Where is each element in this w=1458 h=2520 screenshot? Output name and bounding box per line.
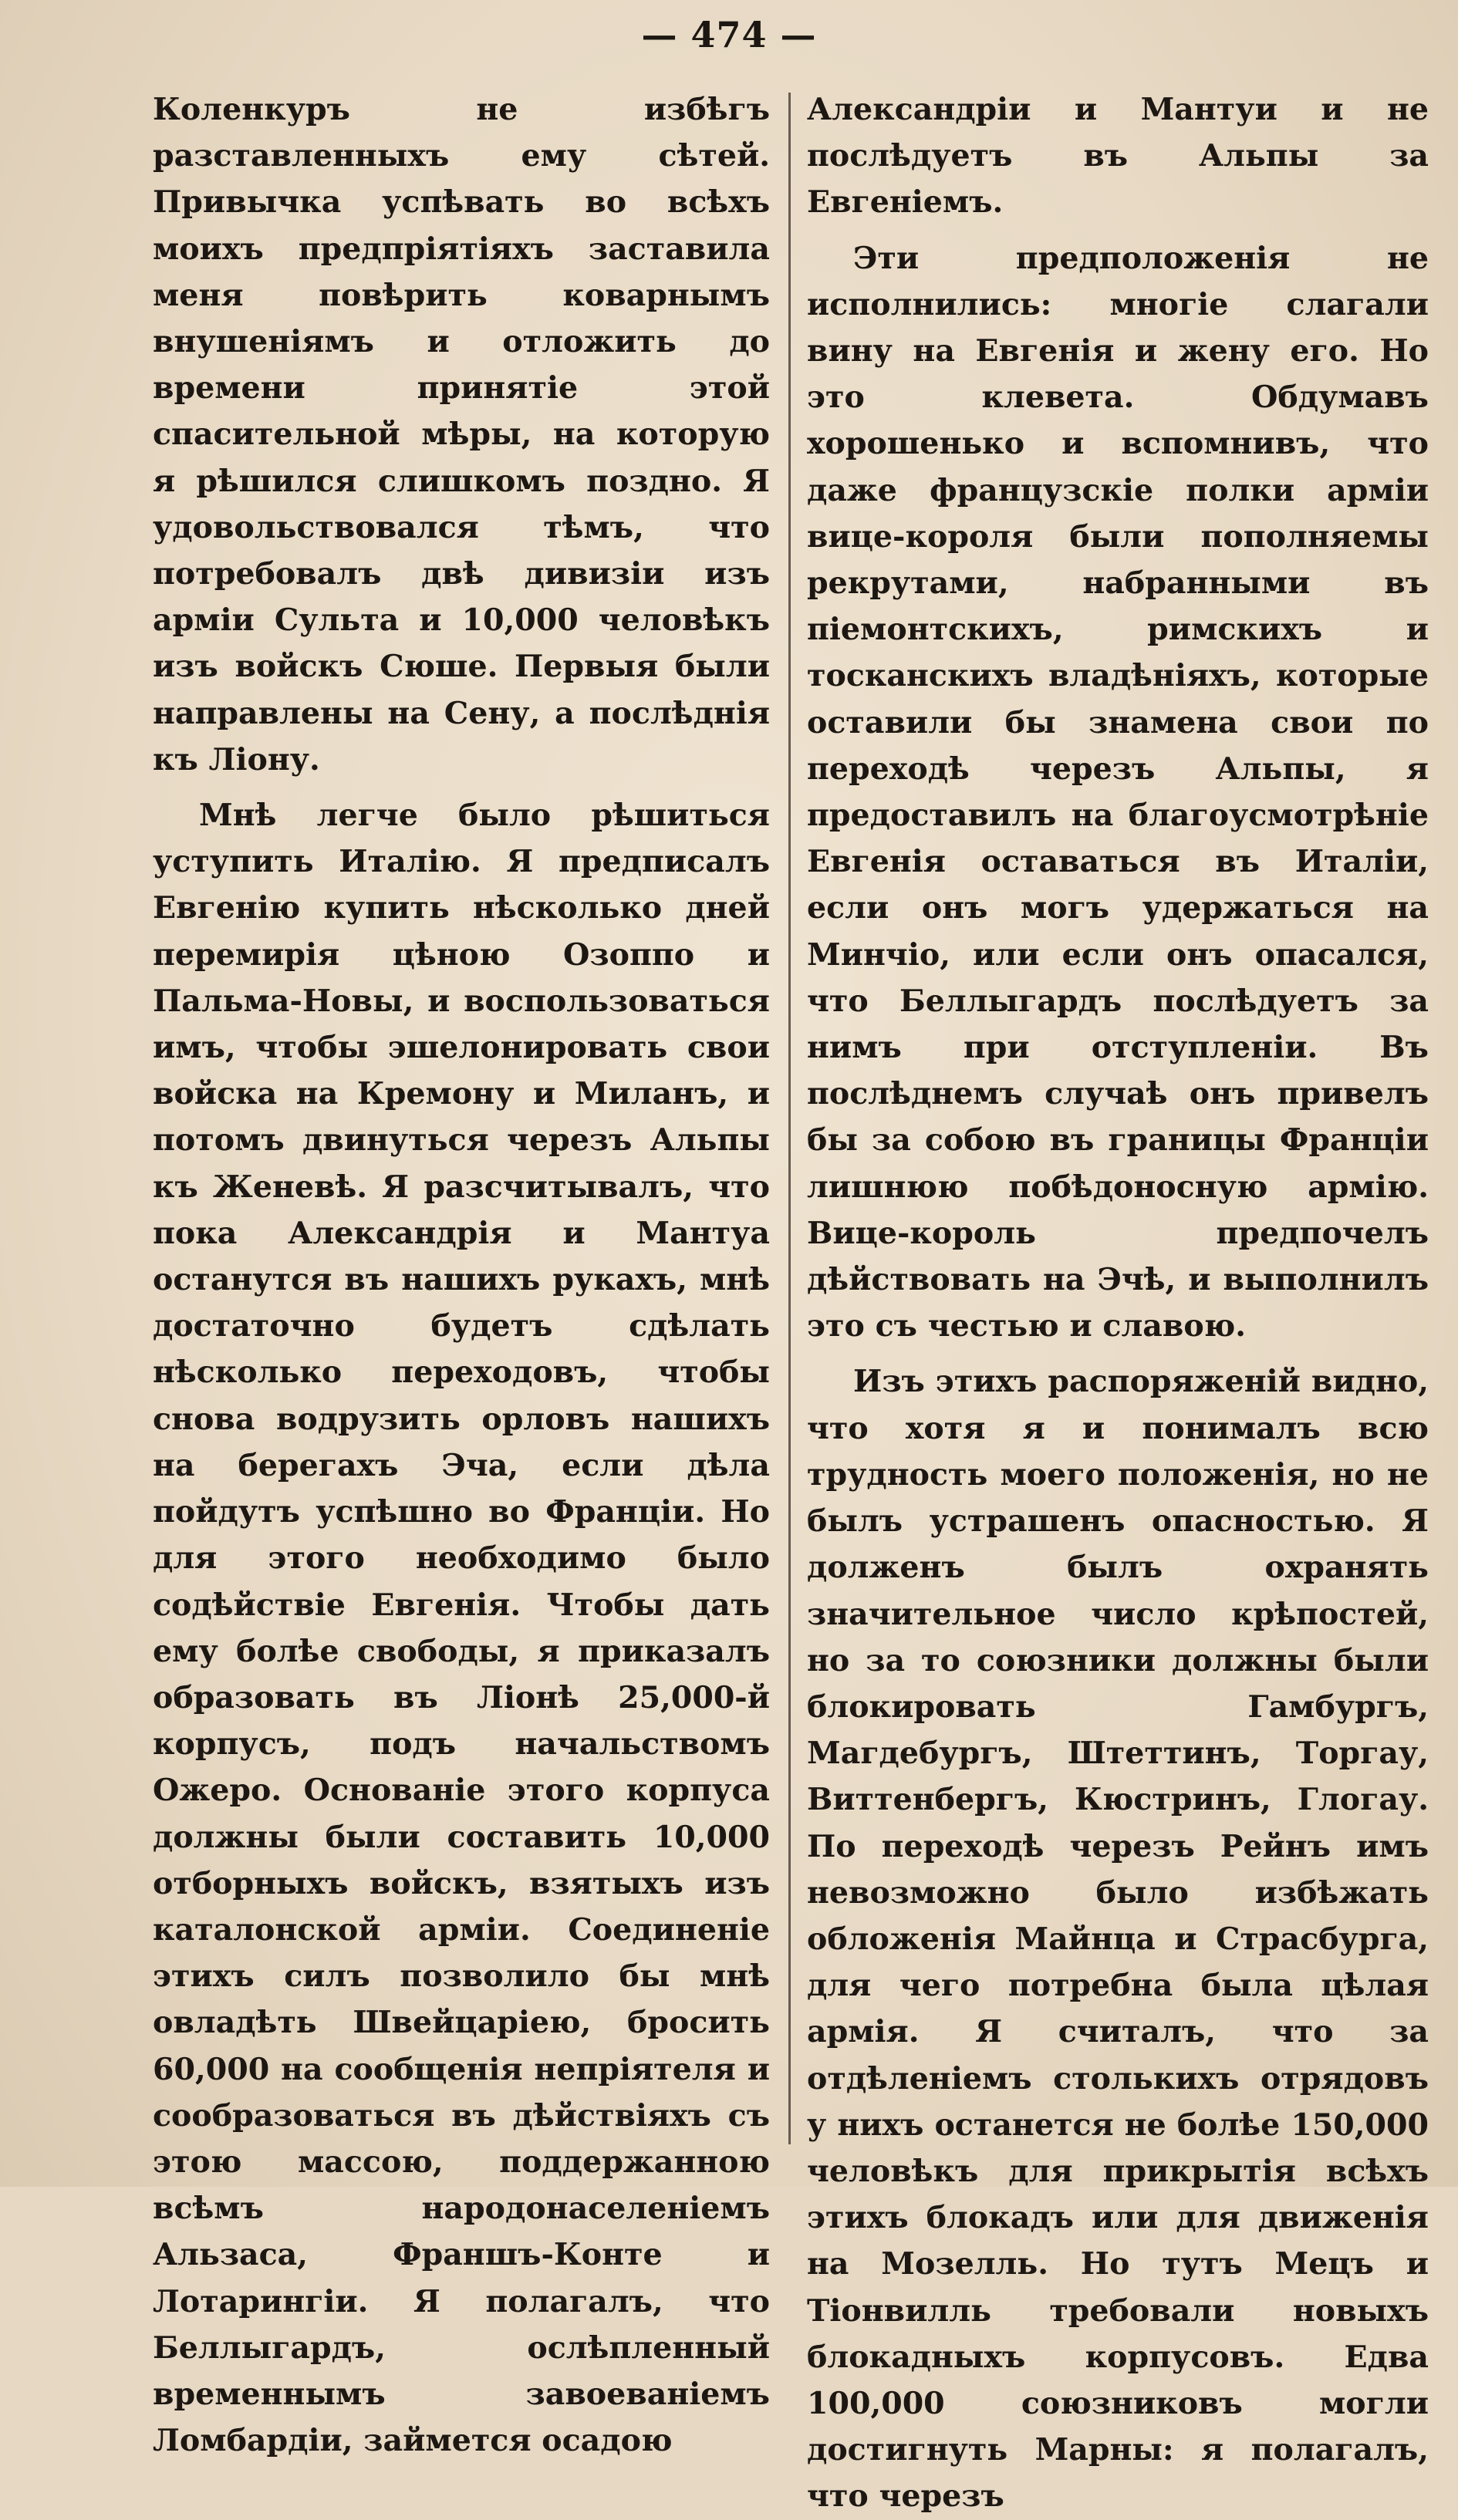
paragraph: Александріи и Мантуи и не послѣдуетъ въ Альпы за Евгеніемъ. <box>807 92 1429 221</box>
right-column <box>807 86 1429 2520</box>
paragraph: Эти предположенія не исполнились: многіе слагали вину на Евгенія и жену его. Но это клевета. Обдумавъ хорошенько и вспомнивъ, что даже французскіе полки арміи вице-короля были пополняемы рекрутами, набранными въ піемонтскихъ, римскихъ и тосканскихъ владѣніяхъ, которые оставили бы знамена свои по переходѣ черезъ Альпы, я предоставилъ на благоусмотрѣніе Евгенія оставаться въ Италіи, если онъ могъ удержаться на Минчіо, или если онъ опасался, что Беллыгардъ послѣдуетъ за нимъ при отступленіи. Въ послѣднемъ случаѣ онъ привелъ бы за собою въ границы Франціи лишнюю побѣдоносную армію. Вице-король предпочелъ дѣйствовать на Эчѣ, и выполнилъ это съ честью и славою. <box>807 240 1429 1344</box>
paragraph: Коленкуръ не избѣгъ разставленныхъ ему сѣтей. Привычка успѣвать во всѣхъ моихъ предпріятіяхъ заставила меня повѣрить коварнымъ внушеніямъ и отложить до времени принятіе этой спасительной мѣры, на которую я рѣшился слишкомъ поздно. Я удовольствовался тѣмъ, что потребовалъ двѣ дивизіи изъ арміи Сульта и 10,000 человѣкъ изъ войскъ Сюше. Первыя были направлены на Сену, а послѣднія къ Ліону. <box>153 92 770 778</box>
left-column <box>153 86 770 2464</box>
paragraph: Изъ этихъ распоряженій видно, что хотя я и понималъ всю трудность моего положенія, но не былъ устрашенъ опасностью. Я долженъ былъ охранять значительное число крѣпостей, но за то союзники должны были блокировать Гамбургъ, Магдебургъ, Штеттинъ, Торгау, Виттенбергъ, Кюстринъ, Глогау. По переходѣ черезъ Рейнъ имъ невозможно было избѣжать обложенія Майнца и Страсбурга, для чего потребна была цѣлая армія. Я считалъ, что за отдѣленіемъ столькихъ отрядовъ у нихъ останется не болѣе 150,000 человѣкъ для прикрытія всѣхъ этихъ блокадъ или для движенія на Мозелль. Но тутъ Мецъ и Тіонвилль требовали новыхъ блокадныхъ корпусовъ. Едва 100,000 союзниковъ могли достигнуть Марны: я полагалъ, что черезъ <box>807 1364 1429 2515</box>
paragraph: Мнѣ легче было рѣшиться уступить Италію. Я предписалъ Евгенію купить нѣсколько дней перемирія цѣною Озоппо и Пальма-Новы, и воспользоваться имъ, чтобы эшелонировать свои войска на Кремону и Миланъ, и потомъ двинуться черезъ Альпы къ Женевѣ. Я разсчитывалъ, что пока Александрія и Мантуа останутся въ нашихъ рукахъ, мнѣ достаточно будетъ сдѣлать нѣсколько переходовъ, чтобы снова водрузить орловъ нашихъ на берегахъ Эча, если дѣла пойдутъ успѣшно во Франціи. Но для этого необходимо было содѣйствіе Евгенія. Чтобы дать ему болѣе свободы, я приказалъ образовать въ Ліонѣ 25,000-й корпусъ, подъ начальствомъ Ожеро. Основаніе этого корпуса должны были составить 10,000 отборныхъ войскъ, взятыхъ изъ каталонской арміи. Соединеніе этихъ силъ позволило бы мнѣ овладѣть Швейцаріею, бросить 60,000 на сообщенія непріятеля и сообразоваться въ дѣйствіяхъ съ этою массою, поддержанною всѣмъ народонаселеніемъ Альзаса, Франшъ-Конте и Лотарингіи. Я полагалъ, что Беллыгардъ, ослѣпленный временнымъ завоеваніемъ Ломбардіи, займется осадою <box>153 798 770 2459</box>
page-number: — 474 — <box>641 14 817 56</box>
column-divider <box>788 93 791 2144</box>
